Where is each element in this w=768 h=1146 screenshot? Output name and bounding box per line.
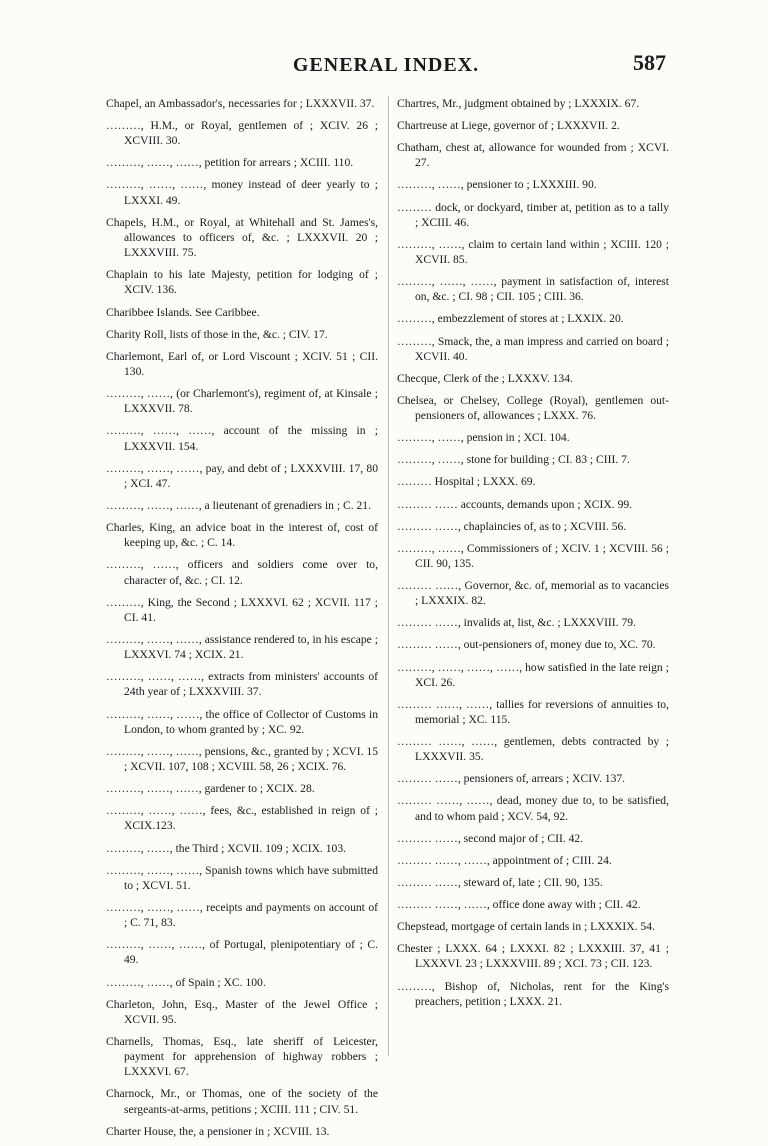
running-title: GENERAL INDEX. bbox=[292, 54, 480, 76]
index-entry: ……… ……, pensioners of, arrears ; XCIV. 137. bbox=[397, 772, 626, 786]
index-entry: ……… ……, second major of ; CII. 42. bbox=[397, 831, 584, 845]
index-entry: Chester ; LXXX. 64 ; LXXXI. 82 ; LXXXIII. 37, 41 ; LXXXVI. 23 ; LXXXVIII. 89 ; XCI. 73 ; CII. 123. bbox=[397, 942, 669, 971]
index-entry: ………, ……, ……, assistance rendered to, in his escape ; LXXXVI. 74 ; XCIX. 21. bbox=[106, 632, 378, 662]
index-entry: ………, ……, (or Charlemont's), regiment of, at Kinsale ; LXXXVII. 78. bbox=[106, 387, 378, 416]
index-entry: Chelsea, or Chelsey, College (Royal), gentlemen out-pensioners of, allowances ; LXXX. 76. bbox=[397, 393, 669, 423]
index-column-left bbox=[106, 96, 378, 1146]
index-entry: ……… ……, ……, appointment of ; CIII. 24. bbox=[397, 853, 612, 867]
index-entry: ……… ……, out-pensioners of, money due to, XC. 70. bbox=[397, 638, 656, 652]
index-entry: Chatham, chest at, allowance for wounded from ; XCVI. 27. bbox=[397, 141, 669, 170]
index-entry: ………, ……, ……, receipts and payments on account of ; C. 71, 83. bbox=[106, 900, 378, 930]
index-entry: Charlemont, Earl of, or Lord Viscount ; XCIV. 51 ; CII. 130. bbox=[106, 349, 378, 378]
index-entry: ………, ……, pension in ; XCI. 104. bbox=[397, 431, 570, 445]
page-header bbox=[106, 50, 666, 82]
index-entry: ………, ……, ……, Spanish towns which have submitted to ; XCVI. 51. bbox=[106, 863, 378, 892]
index-entry: ……… ……, Governor, &c. of, memorial as to vacancies ; LXXXIX. 82. bbox=[397, 579, 669, 608]
index-entry: ………, ……, ……, of Portugal, plenipotentiary of ; C. 49. bbox=[106, 938, 378, 967]
index-entry: ………, ……, ……, gardener to ; XCIX. 28. bbox=[106, 782, 315, 796]
index-entry: Charibbee Islands. See Caribbee. bbox=[106, 305, 260, 319]
index-entry: Chapel, an Ambassador's, necessaries for ; LXXXVII. 37. bbox=[106, 97, 375, 110]
index-entry: Chaplain to his late Majesty, petition for lodging of ; XCIV. 136. bbox=[106, 268, 378, 297]
index-entry: ………, ……, ……, extracts from ministers' accounts of 24th year of ; LXXXVIII. 37. bbox=[106, 670, 378, 699]
index-entry: ………, embezzlement of stores at ; LXXIX. 20. bbox=[397, 312, 624, 326]
index-entry: ………, ……, ……, ……, how satisfied in the late reign ; XCI. 26. bbox=[397, 660, 669, 689]
index-entry: Chartreuse at Liege, governor of ; LXXXVII. 2. bbox=[397, 119, 620, 133]
index-entry: ………, ……, of Spain ; XC. 100. bbox=[106, 975, 266, 989]
index-entry: ……… ……, ……, dead, money due to, to be satisfied, and to whom paid ; XCV. 54, 92. bbox=[397, 794, 669, 823]
index-entry: ………, ……, Commissioners of ; XCIV. 1 ; XCVIII. 56 ; CII. 90, 135. bbox=[397, 541, 669, 570]
index-entry: ……… ……, chaplaincies of, as to ; XCVIII. 56. bbox=[397, 519, 627, 533]
index-column-right bbox=[397, 96, 669, 1016]
index-entry: ………, H.M., or Royal, gentlemen of ; XCIV. 26 ; XCVIII. 30. bbox=[106, 119, 378, 148]
index-entry: Charity Roll, lists of those in the, &c. ; CIV. 17. bbox=[106, 327, 328, 341]
index-entry: ………, ……, officers and soldiers come over to, character of, &c. ; CI. 12. bbox=[106, 558, 378, 587]
index-entry: ………, Smack, the, a man impress and carried on board ; XCVII. 40. bbox=[397, 334, 669, 363]
index-entry: Charleton, John, Esq., Master of the Jewel Office ; XCVII. 95. bbox=[106, 997, 378, 1026]
index-entry: ………, ……, ……, fees, &c., established in reign of ; XCIX.123. bbox=[106, 804, 378, 833]
index-entry: ………, ……, the Third ; XCVII. 109 ; XCIX. 103. bbox=[106, 841, 347, 855]
index-entry: Checque, Clerk of the ; LXXXV. 134. bbox=[397, 371, 573, 385]
column-divider bbox=[388, 96, 389, 1056]
index-entry: ………, ……, stone for building ; CI. 83 ; CIII. 7. bbox=[397, 453, 630, 467]
index-entry: ………, ……, ……, payment in satisfaction of, interest on, &c. ; CI. 98 ; CII. 105 ; CIII. 36. bbox=[397, 275, 669, 304]
index-entry: ……… ……, invalids at, list, &c. ; LXXXVIII. 79. bbox=[397, 616, 636, 630]
index-entry: ……… ……, ……, office done away with ; CII. 42. bbox=[397, 898, 641, 912]
index-entry: ………, ……, ……, pay, and debt of ; LXXXVIII. 17, 80 ; XCI. 47. bbox=[106, 461, 378, 490]
page-number: 587 bbox=[633, 50, 666, 75]
index-entry: ………, ……, ……, money instead of deer yearly to ; LXXXI. 49. bbox=[106, 178, 378, 207]
index-entry: ………, ……, claim to certain land within ; XCIII. 120 ; XCVII. 85. bbox=[397, 237, 669, 267]
index-entry: ……… ……, ……, gentlemen, debts contracted by ; LXXXVII. 35. bbox=[397, 735, 669, 764]
index-entry: ……… ……, steward of, late ; CII. 90, 135. bbox=[397, 875, 603, 889]
index-entry: Chapels, H.M., or Royal, at Whitehall and St. James's, allowances to officers of, &c. ; LXXXVII. 20 ; LXXXVIII. 75. bbox=[106, 215, 378, 260]
index-entry: ………, ……, ……, petition for arrears ; XCIII. 110. bbox=[106, 156, 354, 170]
index-entry: Charles, King, an advice boat in the interest of, cost of keeping up, &c. ; C. 14. bbox=[106, 521, 378, 550]
index-entry: ………, ……, ……, pensions, &c., granted by ; XCVI. 15 ; XCVII. 107, 108 ; XCVIII. 58, 26 ; XCIX. 76. bbox=[106, 744, 378, 774]
index-entry: ……… …… accounts, demands upon ; XCIX. 99. bbox=[397, 497, 633, 511]
index-entry: Chartres, Mr., judgment obtained by ; LXXXIX. 67. bbox=[397, 97, 640, 110]
index-entry: ………, King, the Second ; LXXXVI. 62 ; XCVII. 117 ; CI. 41. bbox=[106, 595, 378, 624]
index-entry: Charnock, Mr., or Thomas, one of the society of the sergeants-at-arms, petitions ; XCIII. 111 ; CIV. 51. bbox=[106, 1087, 378, 1116]
index-entry: ………, ……, ……, account of the missing in ; LXXXVII. 154. bbox=[106, 424, 378, 453]
index-entry: ………, ……, pensioner to ; LXXXIII. 90. bbox=[397, 178, 597, 192]
index-entry: ………, ……, ……, the office of Collector of Customs in London, to whom granted by ; XC. 92. bbox=[106, 707, 378, 736]
index-entry: ……… dock, or dockyard, timber at, petition as to a tally ; XCIII. 46. bbox=[397, 200, 669, 229]
index-entry: Chepstead, mortgage of certain lands in ; LXXXIX. 54. bbox=[397, 920, 655, 934]
index-entry: ………, Bishop of, Nicholas, rent for the King's preachers, petition ; LXXX. 21. bbox=[397, 979, 669, 1008]
index-entry: Charter House, the, a pensioner in ; XCVIII. 13. bbox=[106, 1124, 330, 1138]
index-entry: ……… Hospital ; LXXX. 69. bbox=[397, 475, 536, 489]
index-entry: ………, ……, ……, a lieutenant of grenadiers in ; C. 21. bbox=[106, 498, 371, 512]
index-entry: Charnells, Thomas, Esq., late sheriff of Leicester, payment for apprehension of highway robbers ; LXXXVI. 67. bbox=[106, 1034, 378, 1079]
index-entry: ……… ……, ……, tallies for reversions of annuities to, memorial ; XC. 115. bbox=[397, 697, 669, 726]
